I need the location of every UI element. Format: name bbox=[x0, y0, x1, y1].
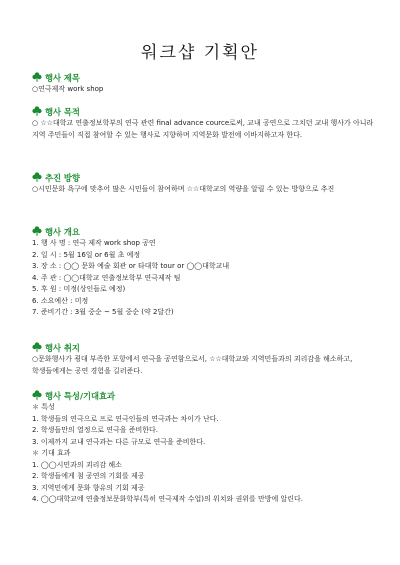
heading-label: 행사 취지 bbox=[45, 343, 80, 353]
clover-icon bbox=[32, 172, 42, 182]
overview-item: 5. 후 원 : 미정(상인들로 예정) bbox=[32, 285, 126, 293]
subheading: ＊ 기대 효과 bbox=[32, 449, 71, 457]
overview-item: 2. 일 시 : 5월 16일 or 6월 초 예정 bbox=[32, 250, 141, 259]
effect-item: 3. 지역민에게 문화 향유의 기회 제공 bbox=[32, 483, 145, 492]
effect-item: 1. 학생들의 연극으로 프로 연극인들의 연극과는 차이가 난다. bbox=[32, 414, 219, 423]
section-overview bbox=[32, 226, 378, 319]
paragraph: ○ ☆☆대학교 연출정보학부의 연극 관련 final advance cource로써, 교내 공연으로 그치던 교내 행사가 아니라 지역 주민들이 직접 참여할 수 있는 행사로 지향하며 지역문화 발전에 이바지하고자 한다. bbox=[32, 119, 374, 139]
heading-label: 행사 목적 bbox=[45, 107, 80, 117]
heading-label: 행사 특성/기대효과 bbox=[45, 391, 116, 401]
paragraph: ○시민문화 욕구에 맞추어 많은 시민들이 참여하며 ☆☆대학교의 역량을 알릴 수 있는 방향으로 추진 bbox=[32, 185, 335, 193]
overview-item: 4. 주 관 : ◯◯대학교 연출정보학부 연극제작 팀 bbox=[32, 273, 181, 282]
effect-item: 2. 학생들에게 첨 공연의 기회를 제공 bbox=[32, 472, 145, 480]
section-direction bbox=[32, 172, 378, 196]
effect-item: 4. ◯◯대학교에 연출정보문화학부(특히 연극제작 수업)의 위치와 권위를 만방에 알린다. bbox=[32, 495, 303, 503]
section-intent bbox=[32, 342, 378, 377]
effect-item: 3. 이제까지 교내 연극과는 다른 규모로 연극을 준비한다. bbox=[32, 437, 206, 446]
section-heading bbox=[32, 390, 378, 402]
section-purpose bbox=[32, 106, 378, 141]
effect-item: 2. 학생들만의 열정으로 연극을 준비한다. bbox=[32, 426, 158, 434]
section-heading bbox=[32, 172, 378, 184]
effect-item: 1. ◯◯시민과의 괴리감 해소 bbox=[32, 460, 122, 469]
text-line: ○연극제작 work shop bbox=[32, 85, 104, 93]
overview-item: 6. 소요예산 : 미정 bbox=[32, 296, 89, 305]
section-heading bbox=[32, 226, 378, 238]
clover-icon bbox=[32, 226, 42, 236]
overview-item: 1. 행 사 명 : 연극 제작 work shop 공연 bbox=[32, 239, 156, 247]
heading-label: 행사 제목 bbox=[45, 73, 80, 83]
clover-icon bbox=[32, 106, 42, 116]
clover-icon bbox=[32, 342, 42, 352]
document-title: 워크샵 기획안 bbox=[141, 43, 259, 63]
section-event-name bbox=[32, 72, 378, 96]
section-heading bbox=[32, 72, 378, 84]
heading-label: 행사 개요 bbox=[45, 227, 80, 237]
overview-item: 3. 장 소 : ◯◯ 문화 예술 회관 or 타대학 tour or ◯◯대학교내 bbox=[32, 262, 230, 270]
paragraph: ○문화행사가 굉대 부족한 포항에서 연극을 공연함으로서, ☆☆대학교와 지역민들과의 괴리감을 해소하고, 학생들에게는 공연 경험을 길러준다. bbox=[32, 355, 353, 375]
clover-icon bbox=[32, 72, 42, 82]
overview-item: 7. 준비기간 : 3월 중순 ~ 5월 중순 (약 2달간) bbox=[32, 308, 174, 316]
section-heading bbox=[32, 106, 378, 118]
subheading: ＊ 특성 bbox=[32, 403, 55, 411]
heading-label: 추진 방향 bbox=[45, 173, 80, 183]
section-effects bbox=[32, 390, 378, 506]
clover-icon bbox=[32, 390, 42, 400]
section-heading bbox=[32, 342, 378, 354]
